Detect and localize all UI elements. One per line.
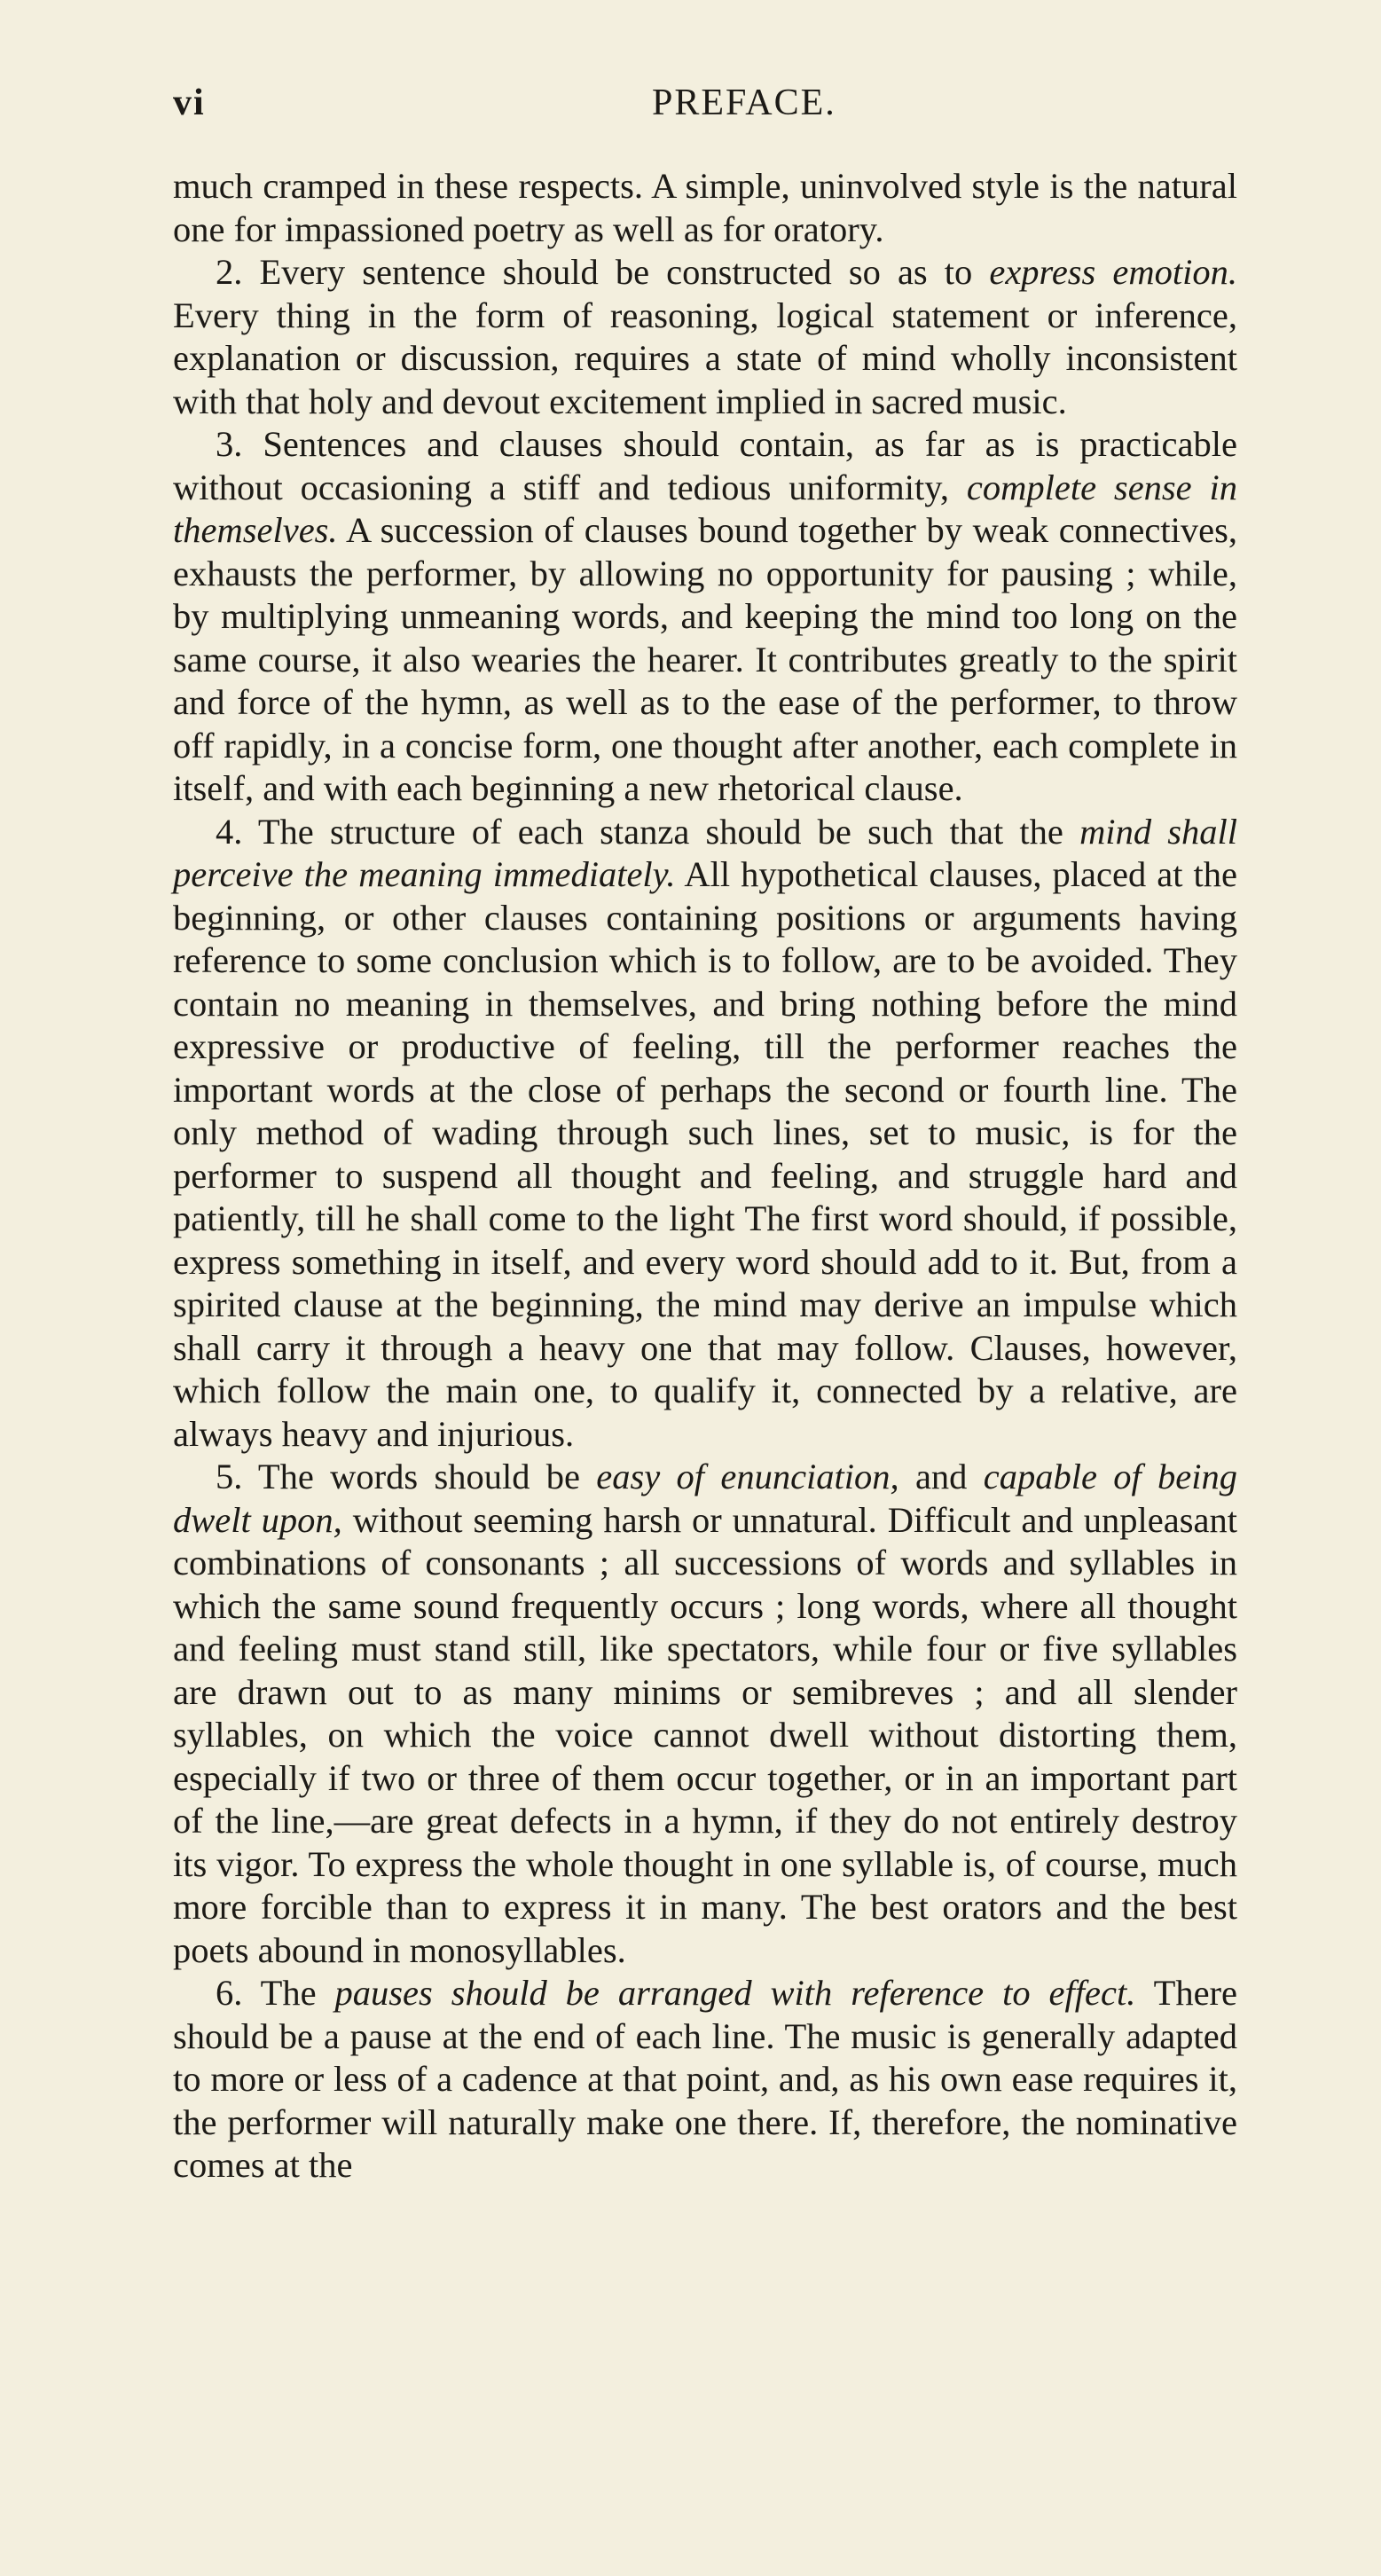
- text-run: A succession of clauses bound together by weak connectives, exhausts the performer, by allowing no opportunity for pausing ; while, by multiplying unmeaning words, and keeping the mind too long on the same course, it also wearies the hearer. It contributes greatly to the spirit and force of the hymn, as well as to the ease of the performer, to throw off rapidly, in a concise form, one thought after another, each complete in itself, and with each beginning a new rhetorical clause.: [173, 510, 1237, 808]
- running-title: PREFACE.: [652, 82, 836, 123]
- paragraph: [173, 811, 1237, 1457]
- italic-phrase: mind shall perceive the meaning immediately.: [173, 811, 1238, 894]
- text-run: There should be a pause at the end of each line. The music is generally adapted to more or less of a cadence at that point, and, as his own ease requires it, the performer will naturally make one there. If, therefore, the nominative comes at the: [173, 1973, 1238, 2185]
- text-run: All hypothetical clauses, placed at the beginning, or other clauses containing positions or arguments having reference to some conclusion which is to follow, are to be avoided. They contain no meaning in themselves, and bring nothing before the mind expressive or productive of feeling, till the performer reaches the important words at the close of perhaps the second or fourth line. The only method of wading through such lines, set to music, is for the performer to suspend all thought and feeling, and struggle hard and patiently, till he shall come to the light The first word should, if possible, express something in itself, and every word should add to it. But, from a spirited clause at the beginning, the mind may derive an impulse which shall carry it through a heavy one that may follow. Clauses, however, which follow the main one, to qualify it, connected by a relative, are always heavy and injurious.: [173, 854, 1237, 1454]
- italic-phrase: capable of being dwelt upon,: [173, 1457, 1237, 1540]
- paragraph: [173, 251, 1237, 423]
- text-run: 4. The structure of each stanza should be such that the: [216, 811, 1080, 852]
- paragraph: [173, 423, 1237, 811]
- page-number: vi: [173, 82, 206, 123]
- text-run: 6. The: [216, 1973, 335, 2013]
- paragraph: [173, 1972, 1237, 2187]
- italic-phrase: express emotion.: [989, 252, 1237, 292]
- paragraph: [173, 1456, 1237, 1972]
- text-run: much cramped in these respects. A simple, uninvolved style is the natural one for impassioned poetry as well as for oratory.: [173, 166, 1237, 249]
- text-run: 2. Every sentence should be constructed so as to: [216, 252, 990, 292]
- paragraph: [173, 165, 1237, 251]
- preface-body: [173, 165, 1237, 2187]
- page-header: [173, 82, 1237, 135]
- text-run: and: [898, 1457, 984, 1496]
- text-run: without seeming harsh or unnatural. Difficult and unpleasant combinations of consonants ; all successions of words and syllables in which the same sound frequently occurs ; long words, where all thought and feeling must stand still, like spectators, while four or five syllables are drawn out to as many minims or semibreves ; and all slender syllables, on which the voice cannot dwell without distorting them, especially if two or three of them occur together, or in an important part of the line,—are great defects in a hymn, if they do not entirely destroy its vigor. To express the whole thought in one syllable is, of course, much more forcible than to express it in many. The best orators and the best poets abound in monosyllables.: [173, 1499, 1237, 1970]
- text-run: Every thing in the form of reasoning, logical statement or inference, explanation or discussion, requires a state of mind wholly inconsistent with that holy and devout excitement implied in sacred music.: [173, 295, 1237, 421]
- text-run: 5. The words should be: [216, 1457, 597, 1496]
- italic-phrase: pauses should be arranged with reference to effect.: [334, 1973, 1136, 2013]
- text-run: 3. Sentences and clauses should contain, as far as is practicable without occasioning a stiff and tedious uniformity,: [173, 424, 1237, 507]
- italic-phrase: easy of enunciation,: [596, 1457, 899, 1496]
- italic-phrase: complete sense in themselves.: [173, 467, 1238, 550]
